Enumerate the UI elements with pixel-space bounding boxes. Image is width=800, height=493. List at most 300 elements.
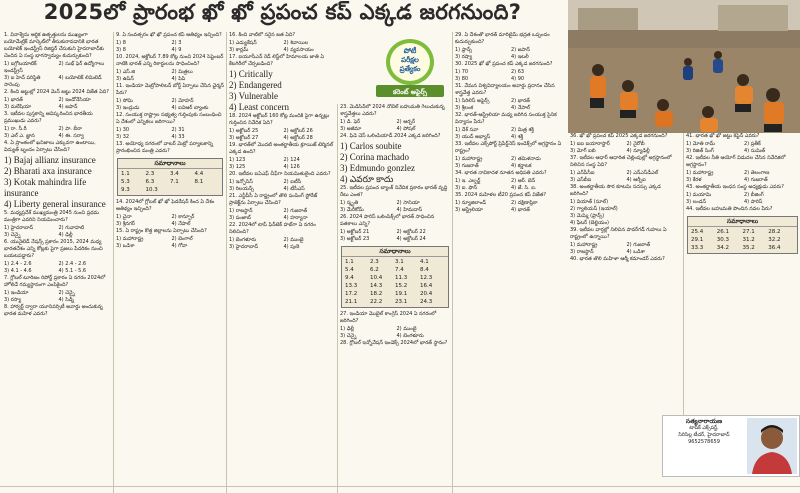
answer-cell: 8.1 bbox=[194, 179, 204, 185]
option: 1) Carlos soubite bbox=[340, 141, 402, 151]
question: 35. 2024 మహిళల టీ20 ప్రపంచ కప్ విజేత? bbox=[455, 192, 547, 198]
answer-cell: 7.4 bbox=[395, 267, 404, 273]
options bbox=[229, 179, 335, 193]
option: 2) ఇండోనేసియా bbox=[58, 97, 91, 103]
option: 3) 4.1 - 4.6 bbox=[4, 268, 32, 274]
answer-cell: 6.3 bbox=[145, 179, 155, 185]
options bbox=[570, 242, 680, 256]
option: 4) పారిస్ bbox=[744, 199, 763, 205]
question: 19. భారత్‌లో మొదటి అంతర్జాతీయ క్రూయిజ్ టెర్మినల్ ఎక్కడ ఉంది? bbox=[229, 142, 334, 155]
options bbox=[229, 208, 335, 222]
option: 1) ఎస్.జి bbox=[116, 69, 136, 75]
question: 10. 2024, అక్టోబర్ 7.89 కోట్ల నుంచి 2024 సెప్టెంబర్ నాటికి భారత్ ఎన్ని రికార్డులను సాధించింది? bbox=[116, 54, 224, 67]
option: 3) 8 bbox=[116, 47, 126, 53]
answer-cell: 21.1 bbox=[345, 299, 358, 305]
option: 2) 31 bbox=[171, 127, 185, 133]
answer-cell: 3.1 bbox=[395, 259, 404, 265]
option: 3) మేరీకోమ్ bbox=[340, 207, 364, 213]
option: 4) Liberty general insurance bbox=[4, 199, 106, 209]
option: 1) మోతి రామ్ bbox=[686, 141, 715, 147]
option: 4) పిపి bbox=[171, 76, 186, 82]
answer-cell: 6.2 bbox=[370, 267, 379, 273]
answer-cell: 4.1 bbox=[420, 259, 429, 265]
option: 4) బెంగళూరు bbox=[396, 333, 424, 339]
option: 4) ఎవరూ కాదు bbox=[340, 174, 394, 184]
option: 2) పా. బీరా bbox=[58, 126, 83, 132]
option: 1) చైనా bbox=[116, 214, 132, 220]
option: 2) ఐటీసీ bbox=[283, 179, 302, 185]
answer-cell: 22.2 bbox=[370, 299, 383, 305]
question: 42. ఇటీవల నీతి ఆయోగ్ విడుదల చేసిన నివేదికలో అగ్రస్థానం? bbox=[686, 155, 786, 168]
answer-cell: 10.3 bbox=[145, 187, 158, 193]
option: 2) గువాహటి bbox=[58, 225, 84, 231]
option: 4) జే. సి. ఐ. bbox=[511, 185, 537, 191]
page-headline: 2025లో ప్రారంభ ఖో ఖో ప్రపంచ కప్ ఎక్కడ జరగనుంది? bbox=[43, 0, 522, 24]
option: 3) రష్యా bbox=[455, 54, 473, 60]
option: 1) మయామి bbox=[686, 192, 712, 198]
option: 2) ఆర్బర్ bbox=[396, 119, 416, 125]
column-4 bbox=[337, 104, 452, 493]
answer-cell: 30.3 bbox=[716, 237, 729, 243]
option: 2) 63 bbox=[511, 69, 525, 75]
footer-divider bbox=[0, 486, 800, 487]
options bbox=[4, 97, 110, 111]
option: 1) హైదరాబాద్ bbox=[4, 225, 33, 231]
options bbox=[4, 290, 110, 304]
question: 44. ఇటీవల బహుమతి పొందిన నవల పేరు? bbox=[686, 206, 773, 212]
option: 3) చెన్నై bbox=[4, 232, 21, 238]
option: 2) ముంబై bbox=[396, 326, 417, 332]
option: 4) టీసీఎస్ bbox=[283, 186, 305, 192]
option: 1) 70 bbox=[455, 69, 469, 75]
option: 1) ఇ. ఎల్బర్ట్ bbox=[455, 178, 481, 184]
option: 4) నేపాల్ bbox=[171, 221, 191, 227]
answers-grid bbox=[342, 257, 448, 307]
option: 4) పుణె bbox=[283, 244, 300, 250]
badge-line3: ప్రత్యేకం bbox=[399, 65, 421, 73]
option: 1) వియాత్ (సూల్) bbox=[570, 199, 609, 205]
option: 3) Edmundo gonzlez bbox=[340, 163, 415, 173]
column-2 bbox=[113, 32, 226, 493]
option: 3) ఆస్ట్రేలియా bbox=[455, 207, 483, 213]
option: 3) ఉపిన్ bbox=[116, 76, 134, 82]
options bbox=[455, 98, 564, 112]
options bbox=[455, 69, 564, 83]
option: 3) ఇంద్రుడు bbox=[116, 105, 140, 111]
answer-cell: 3.4 bbox=[170, 171, 179, 177]
option: 2) జపాన్ bbox=[511, 47, 530, 53]
question: 31. వేమన విశ్వవిద్యాలయం అవార్డు ప్రదానం చేసిన శాస్త్రవేత్త ఎవరు? bbox=[455, 83, 555, 96]
options bbox=[227, 69, 337, 113]
badge-line1: పోటీ bbox=[403, 47, 417, 55]
question: 7. గ్లోబల్ టూరిజం రిపోర్ట్ ప్రకారం ఏ నగరం 2024లో హోలిడే గమ్యస్థానంగా ఎంపికైంది? bbox=[4, 275, 106, 288]
option: 1) దేశ్ సవా bbox=[455, 127, 479, 133]
option: 4) సుమిత్ bbox=[744, 148, 766, 154]
options bbox=[116, 40, 224, 54]
option: 4) ఢిల్లీ bbox=[58, 232, 73, 238]
option: 2) 124 bbox=[283, 157, 300, 163]
question: 23. మెడిసిన్‌లో 2024 నోబెల్ బహుమతి గెలుచుకున్న శాస్త్రవేత్తలు ఎవరు? bbox=[340, 104, 445, 117]
option: 3) మెమ్మి (ఫ్రాన్స్) bbox=[570, 213, 605, 219]
question: 38. అంతర్జాతీయ సౌర కూటమి సదస్సు ఎక్కడ జరిగింది? bbox=[570, 184, 661, 197]
option: 3) పంజాబ్ bbox=[229, 215, 251, 221]
option: 3) హైదరాబాద్ bbox=[229, 244, 258, 250]
option: 3) ఎస్‌బీఐ bbox=[570, 177, 592, 183]
question: 12. సంయుక్త రాష్ట్రాల సభ్యత్వ గుర్తింపుకు సంబంధించి ఏ దేశంలో ఎన్నికలు జరిగాయి? bbox=[116, 112, 222, 125]
question: 21. ఎన్టీపీసీ ఏ రాష్ట్రంలో తొలి పంపింగ్ స్టోరేజ్ ప్రాజెక్ట్‌ను ఏర్పాటు చేసింది? bbox=[229, 193, 318, 206]
option: 3) శ్రీలంక bbox=[455, 105, 474, 111]
answer-cell: 26.1 bbox=[716, 229, 729, 235]
option: 1) మహారాష్ట్ర bbox=[686, 170, 714, 176]
options bbox=[4, 126, 110, 140]
option: 1) సిరిలిస్ అఫైర్స్ bbox=[455, 98, 490, 104]
option: 4) హిమదాస్ bbox=[396, 207, 423, 213]
question: 9. ఏ సంవత్సరం ఖో ఖో ప్రపంచ కప్ ఆతిథ్యం ఇచ్చింది? bbox=[116, 32, 222, 38]
options bbox=[570, 170, 680, 184]
option: 1) మహారాష్ట్ర bbox=[570, 242, 598, 248]
option: 1) ఫ్రాన్స్ bbox=[455, 47, 472, 53]
option: 2) సుభ్ ఫెర్ ఉద్యోగాలు bbox=[58, 61, 105, 67]
answer-cell: 36.4 bbox=[768, 245, 781, 251]
options bbox=[455, 200, 564, 214]
option: 3) కార్లమ్ bbox=[229, 47, 249, 53]
option: 1) అక్టోబర్ 21 bbox=[340, 229, 370, 235]
option: 2) ఎన్‌ఎస్‌డీఎల్ bbox=[626, 170, 659, 176]
options bbox=[340, 326, 450, 340]
question: 18. 2024 అక్టోబర్ 160 కోట్ల మందికి పైగా ఉన్నట్లు గుర్తించిన నివేదిక ఏది? bbox=[229, 113, 330, 126]
option: 1) రా. సీ.రీ bbox=[4, 126, 27, 132]
option: 1) ఎన్‌పీసీఐ bbox=[570, 170, 595, 176]
column-3 bbox=[226, 32, 337, 493]
answer-cell: 7.1 bbox=[170, 179, 179, 185]
author-line2: సిరిసిల్ల టీచర్, హైదరాబాద్ bbox=[678, 432, 730, 438]
question: 25. ఇటీవల ప్రపంచ బ్యాంక్ నివేదిక ప్రకారం భారత్ వృద్ధి రేటు ఎంత? bbox=[340, 185, 448, 198]
badge-ribbon-text: కరెంట్ అఫైర్స్ bbox=[392, 88, 428, 96]
options bbox=[229, 128, 335, 142]
author-text bbox=[665, 418, 743, 446]
options bbox=[455, 127, 564, 141]
option: 3) రిజిత్ సింగ్ bbox=[686, 148, 714, 154]
option: 2) కాన్పూర్ bbox=[171, 214, 195, 220]
option: 2) చెన్నై bbox=[58, 290, 75, 296]
option: 4) అక్టోబర్ 28 bbox=[283, 135, 313, 141]
answers-box bbox=[687, 216, 798, 254]
option: 4) సిడ్నీ bbox=[58, 297, 74, 303]
option: 2) గుజరాత్ bbox=[283, 208, 308, 214]
option: 2) అక్టోబర్ 26 bbox=[283, 128, 313, 134]
options bbox=[340, 119, 450, 133]
answer-cell: 25.4 bbox=[691, 229, 704, 235]
options bbox=[455, 156, 564, 170]
option: 3) మోగ్ ఐబి bbox=[570, 148, 596, 154]
answer-cell: 5.3 bbox=[121, 179, 130, 185]
option: 3) ఎల్ ఎ. జ్ఞాన bbox=[4, 133, 35, 139]
options bbox=[340, 229, 450, 243]
answer-cell: 12.3 bbox=[420, 275, 433, 281]
option: 3) లండన్ bbox=[686, 199, 707, 205]
option: 4) పోషల్ bbox=[396, 126, 416, 132]
question: 27. ఇండియా మొబైల్ కాంగ్రెస్ 2024 ఏ నగరంలో జరిగింది? bbox=[340, 311, 437, 324]
option: 1) ఇన్ఫోసిస్ bbox=[229, 179, 253, 185]
option: 2) దక్షిణాఫ్రికా bbox=[511, 200, 538, 206]
answer-cell: 32.2 bbox=[768, 237, 781, 243]
option: 3) గుజరాత్ bbox=[455, 163, 479, 169]
option: 1) ఎడ్యుకేషన్ bbox=[229, 40, 257, 46]
answer-cell: 34.2 bbox=[716, 245, 729, 251]
option: 4) Least concern bbox=[229, 102, 289, 112]
option: 4) అక్టోబర్ 24 bbox=[396, 236, 426, 242]
answer-cell: 35.2 bbox=[742, 245, 755, 251]
option: 2) మోహన్ bbox=[171, 98, 194, 104]
author-line1: టాపిక్ ఎక్స్‌పర్ట్, bbox=[689, 425, 719, 431]
option: 3) మలేషియా bbox=[4, 104, 32, 110]
question: 4. ఏ ప్రాంతంలో ఖనిజాలు ఎక్కువగా ఉంటాయి, విద్యుత్ బృందం ఏర్పాటు చేసింది? bbox=[4, 140, 96, 153]
options bbox=[2, 155, 112, 210]
option: 2) మిత్రలు bbox=[171, 69, 193, 75]
option: 1) డి. ఫెర్ bbox=[340, 119, 361, 125]
answers-title: సమాధానాలు bbox=[342, 247, 448, 257]
answer-cell: 31.2 bbox=[742, 237, 755, 243]
option: 4) ఫేటర్ (బెల్జియం) bbox=[570, 220, 609, 226]
option: 2) గ్యాలియస్ (ఇయాల్) bbox=[570, 206, 618, 212]
option: 4) న్యూఢిల్లీ bbox=[626, 148, 650, 154]
special-badge bbox=[372, 38, 448, 100]
badge-line2: పరీక్షల bbox=[401, 56, 419, 64]
answer-cell: 27.1 bbox=[742, 229, 755, 235]
option: 4) ఆర్బీఐ bbox=[626, 177, 646, 183]
option: 2) 2.4 - 2.6 bbox=[58, 261, 87, 267]
answers-title: సమాధానాలు bbox=[688, 217, 797, 227]
option: 4) కర్ణాటక bbox=[511, 163, 532, 169]
option: 3) 80 bbox=[455, 76, 469, 82]
option: 4) భారత్ bbox=[511, 207, 530, 213]
option: 1) మహారాష్ట్ర bbox=[455, 156, 483, 162]
option: 4) గుజరాత్ bbox=[744, 177, 768, 183]
answer-cell: 10.4 bbox=[370, 275, 383, 281]
option: 2) Endangered bbox=[229, 80, 282, 90]
option: 1) Critically bbox=[229, 69, 273, 79]
answer-cell: 24.3 bbox=[420, 299, 433, 305]
option: 4) నేపాల్ bbox=[511, 105, 530, 111]
option: 2) బీజింగ్ bbox=[744, 192, 764, 198]
answer-cell: 15.2 bbox=[395, 283, 408, 289]
question: 20. ఇటీవల ఐఏఎఫ్ చీఫ్‌గా నియమితులైంది ఎవరు? bbox=[229, 171, 331, 177]
option: 4) ఈ. సర్వా bbox=[58, 133, 84, 139]
option: 4) జపాన్ bbox=[58, 104, 78, 110]
answer-cell: 1.1 bbox=[345, 259, 354, 265]
answer-cell: 5.4 bbox=[345, 267, 354, 273]
answer-cell: 20.4 bbox=[420, 291, 433, 297]
column-1 bbox=[2, 32, 112, 493]
answer-cell: 33.3 bbox=[691, 245, 704, 251]
right-column-2 bbox=[683, 133, 800, 415]
option: 1) రాజస్థాన్ bbox=[229, 208, 253, 214]
option: 4) 90 bbox=[511, 76, 525, 82]
question: 28. గ్లోబల్ ఇన్నోవేషన్ ఇండెక్స్ 2024లో భారత్ స్థానం? bbox=[340, 340, 448, 346]
option: 2) భారత్ bbox=[511, 98, 530, 104]
options bbox=[116, 127, 224, 141]
option: 4) హర్యానా bbox=[283, 215, 308, 221]
options bbox=[686, 141, 799, 155]
option: 2) అక్టోబర్ 22 bbox=[396, 229, 426, 235]
answer-cell: 2.3 bbox=[370, 259, 379, 265]
options bbox=[229, 157, 335, 171]
options bbox=[568, 199, 682, 227]
options bbox=[4, 225, 110, 239]
answers-grid bbox=[118, 169, 222, 195]
question: 6. యునైటెడ్ నేషన్స్ ప్రకారం 2015, 2024 మధ్య భారతదేశం ఎన్ని కోట్లకు పైగా ప్రజలు పేదరికం నుంచి బయటపడ్డారు? bbox=[4, 239, 103, 259]
option: 1) ఐగ్రోబయాటిక్ ఇండస్ట్రీస్ bbox=[4, 61, 37, 74]
question: 41. భారత ఖో ఖో జట్టు కెప్టెన్ ఎవరు? bbox=[686, 133, 760, 139]
options bbox=[116, 214, 224, 228]
question: 33. ఇటీవల ఎక్స్‌పోర్ట్ ప్రిపేర్డ్‌నెస్ ఇండెక్స్‌లో అగ్రస్థానం ఏ రాష్ట్రం? bbox=[455, 141, 562, 154]
question-columns bbox=[2, 32, 567, 493]
options bbox=[455, 47, 564, 61]
answer-cell: 17.2 bbox=[345, 291, 358, 297]
option: 3) Vulnerable bbox=[229, 91, 279, 101]
question: 2. కింది జట్టుల్లో 2024 మెన్ జట్టు 2024 విజేత ఏది? bbox=[4, 89, 109, 95]
question: 5. మధ్యప్రదేశ్ ముఖ్యమంత్రి 2045 నుంచి ప్రథమ మంత్రిగా ఎవరిని నియమించారు? bbox=[4, 210, 100, 223]
question: 14. 2024లో గ్లోబల్ ఖో ఖో ఫెడరేషన్ కింద ఏ దేశం ఆతిథ్యం ఇచ్చింది? bbox=[116, 199, 215, 212]
question: 13. అయోధ్య నగరంలో వాటర్ మెట్రో పర్యాటకాన్ని ప్రారంభించిన మంత్రి ఎవరు? bbox=[116, 141, 214, 154]
column-5 bbox=[452, 32, 566, 493]
option: 2) నైరోబీ bbox=[626, 141, 645, 147]
options bbox=[4, 261, 110, 275]
option: 3) ఐ. ఫొన్ bbox=[455, 185, 477, 191]
answer-cell: 8.4 bbox=[420, 267, 429, 273]
options bbox=[338, 141, 452, 185]
answers-title: సమాధానాలు bbox=[118, 159, 222, 169]
option: 4) 9 bbox=[171, 47, 182, 53]
option: 2) Corina machado bbox=[340, 152, 409, 162]
option: 4) గోవా bbox=[171, 243, 188, 249]
options bbox=[116, 98, 224, 112]
answer-cell: 29.1 bbox=[691, 237, 704, 243]
option: 4) బయోటెక్ లిమిటెడ్ bbox=[58, 75, 102, 81]
options bbox=[686, 170, 799, 184]
options bbox=[229, 237, 335, 251]
option: 3) రాజస్థాన్ bbox=[570, 249, 594, 255]
option: 4) 5.1 - 5.6 bbox=[58, 268, 87, 274]
question: 1. వినాశ్వేను ఆర్థిక ఉత్పత్తులను ముఖ్యంగా బయోమేట్రిక్ మార్కెట్‌లో తీసుకురావడానికి భారత బయోటెక్ ఇండస్ట్రీస్ రిజిస్టర్ చేసుకుని హైదరాబాద్‌కు చెందిన ఏ సంస్థ భాగస్వామ్యం కుదుర్చుకుంది? bbox=[4, 32, 104, 59]
question: 11. ఇండియా మెట్రోపాలిటన్ బోర్డ్ ఏర్పాటు చేసిన ఛైర్మన్ పేరు? bbox=[116, 83, 224, 96]
option: 4) 33 bbox=[171, 134, 185, 140]
option: 1) అక్టోబర్ 25 bbox=[229, 128, 259, 134]
option: 1) ఐఐ ఐయారాస్టార్ bbox=[570, 141, 610, 147]
question: 24. ఫిడె చెస్ ఒలింపియాడ్ 2024 ఎక్కడ జరిగింది? bbox=[340, 133, 441, 139]
option: 4) 126 bbox=[283, 164, 300, 170]
answer-cell: 19.1 bbox=[395, 291, 408, 297]
option: 3) Kotak mahindra life insurance bbox=[4, 177, 87, 198]
author-box bbox=[662, 415, 800, 477]
option: 2) గుజరాత్ bbox=[626, 242, 651, 248]
option: 2) 3 bbox=[171, 40, 182, 46]
option: 1) 30 bbox=[116, 127, 130, 133]
option: 3) కేరళ bbox=[686, 177, 702, 183]
option: 2) మిత్ర శక్తి bbox=[511, 127, 534, 133]
option: 3) యుద్ అభ్యాస్ bbox=[455, 134, 491, 140]
options bbox=[340, 200, 450, 214]
option: 1) Bajaj allianz insurance bbox=[4, 155, 96, 165]
option: 4) ఇటలీ bbox=[511, 54, 529, 60]
option: 3) రస్యా bbox=[4, 297, 22, 303]
option: 2) శివాయిల bbox=[283, 40, 309, 46]
option: 2) ప్రతీక్ bbox=[744, 141, 761, 147]
option: 2) తెలంగాణ bbox=[744, 170, 770, 176]
option: 4) వ్యవసాయం bbox=[283, 47, 314, 53]
option: 3) శ్రీనగర్ bbox=[116, 221, 135, 227]
option: 1) 123 bbox=[229, 157, 246, 163]
option: 2) బెంగాల్ bbox=[171, 236, 193, 242]
option: 3) ఒడిశా bbox=[116, 243, 135, 249]
question: 22. 2024లో టాప్ ఫిన్‌టెక్ హబ్‌గా ఏ నగరం నిలిచింది? bbox=[229, 222, 316, 235]
options bbox=[686, 192, 799, 206]
answer-cell: 9.3 bbox=[121, 187, 130, 193]
option: 1) ఢిల్లీ bbox=[340, 326, 355, 332]
option: 2) సానియా bbox=[396, 200, 420, 206]
question: 39. ఇటీవల వార్తల్లో నిలిచిన పావర్‌గడ్ గుహలు ఏ రాష్ట్రంలో ఉన్నాయి? bbox=[570, 227, 667, 240]
kho-kho-photo bbox=[568, 0, 800, 133]
options bbox=[4, 61, 110, 89]
question: 37. ఇటీవల ఆధార్ ఆధారిత చెల్లింపుల్లో అగ్రస్థానంలో నిలిచిన సంస్థ ఏది? bbox=[570, 155, 672, 168]
author-photo bbox=[747, 418, 797, 474]
option: 2) ఆర్. బెన్ bbox=[511, 178, 536, 184]
option: 3) అజీమా bbox=[340, 126, 362, 132]
options bbox=[116, 236, 224, 250]
question: 3. ఇటీవల పుస్తకాన్ని ఆవిష్కరించిన భారతీయ ప్రముఖుడు ఎవరు? bbox=[4, 111, 93, 124]
question: 15. ఏ రాష్ట్రం కొత్త జిల్లాలను ఏర్పాటు చేసింది? bbox=[116, 228, 207, 234]
option: 3) ఐ హెచ్ పరిస్థితి సారెంపు bbox=[4, 75, 41, 88]
question: 26. 2024 పారిస్ ఒలింపిక్స్‌లో భారత్ సాధించిన పతకాలు ఎన్ని? bbox=[340, 214, 435, 227]
option: 3) చెన్నై bbox=[340, 333, 357, 339]
option: 1) స్మృతి bbox=[340, 200, 359, 206]
option: 2) Bharati axa insurance bbox=[4, 166, 92, 176]
option: 3) అక్టోబర్ 27 bbox=[229, 135, 259, 141]
question: 43. అంతర్జాతీయ ఇంధన సంస్థ అధ్యక్షుడు ఎవరు? bbox=[686, 184, 784, 190]
option: 1) మహారాష్ట్ర bbox=[116, 236, 144, 242]
question: 32. భారత్-ఆస్ట్రేలియా మధ్య జరిగిన సంయుక్త సైనిక విన్యాసం పేరు? bbox=[455, 112, 557, 125]
answer-cell: 23.1 bbox=[395, 299, 408, 305]
answer-cell: 2.3 bbox=[145, 171, 155, 177]
option: 1) భారత్ bbox=[4, 97, 23, 103]
option: 1) బెంగళూరు bbox=[229, 237, 257, 243]
option: 1) 2.4 - 2.6 bbox=[4, 261, 32, 267]
question: 34. భారత నావికాదళ నూతన అధిపతి ఎవరు? bbox=[455, 170, 547, 176]
option: 1) న్యూజిలాండ్ bbox=[455, 200, 486, 206]
option: 2) ముంబై bbox=[283, 237, 304, 243]
answers-box bbox=[341, 246, 449, 308]
question: 29. ఏ దేశంతో భారత్ మారిటైమ్ భద్రత ఒప్పందం కుదుర్చుకుంది? bbox=[455, 32, 550, 45]
answer-cell: 11.3 bbox=[395, 275, 408, 281]
question: 17. ఐయూసీఎన్ రెడ్ లిస్ట్‌లో హిమాలయ జాతి ఏ కేటగిరీలో చేర్చబడింది? bbox=[229, 54, 324, 67]
option: 4) ఐవిఆర్ బ్యాంకు bbox=[171, 105, 209, 111]
option: 3) అక్టోబర్ 23 bbox=[340, 236, 370, 242]
answers-box bbox=[117, 158, 223, 196]
question: 40. భారత తొలి మహిళా ఆర్మీ కమాండర్ ఎవరు? bbox=[570, 256, 665, 262]
answer-cell: 28.2 bbox=[768, 229, 781, 235]
options bbox=[229, 40, 335, 54]
option: 3) 32 bbox=[116, 134, 130, 140]
option: 1) 8 bbox=[116, 40, 126, 46]
option: 1) ఇండియా bbox=[4, 290, 29, 296]
options bbox=[116, 69, 224, 83]
question: 36. ఖో ఖో ప్రపంచ కప్ 2025 ఎక్కడ జరగనుంది? bbox=[570, 133, 668, 139]
option: 4) ఒడిశా bbox=[626, 249, 645, 255]
answer-cell: 9.4 bbox=[345, 275, 354, 281]
answer-cell: 13.3 bbox=[345, 283, 358, 289]
answers-grid bbox=[688, 227, 797, 253]
question: 30. 2025 ఖో ఖో ప్రపంచ కప్ ఎక్కడ జరగనుంది? bbox=[455, 61, 553, 67]
